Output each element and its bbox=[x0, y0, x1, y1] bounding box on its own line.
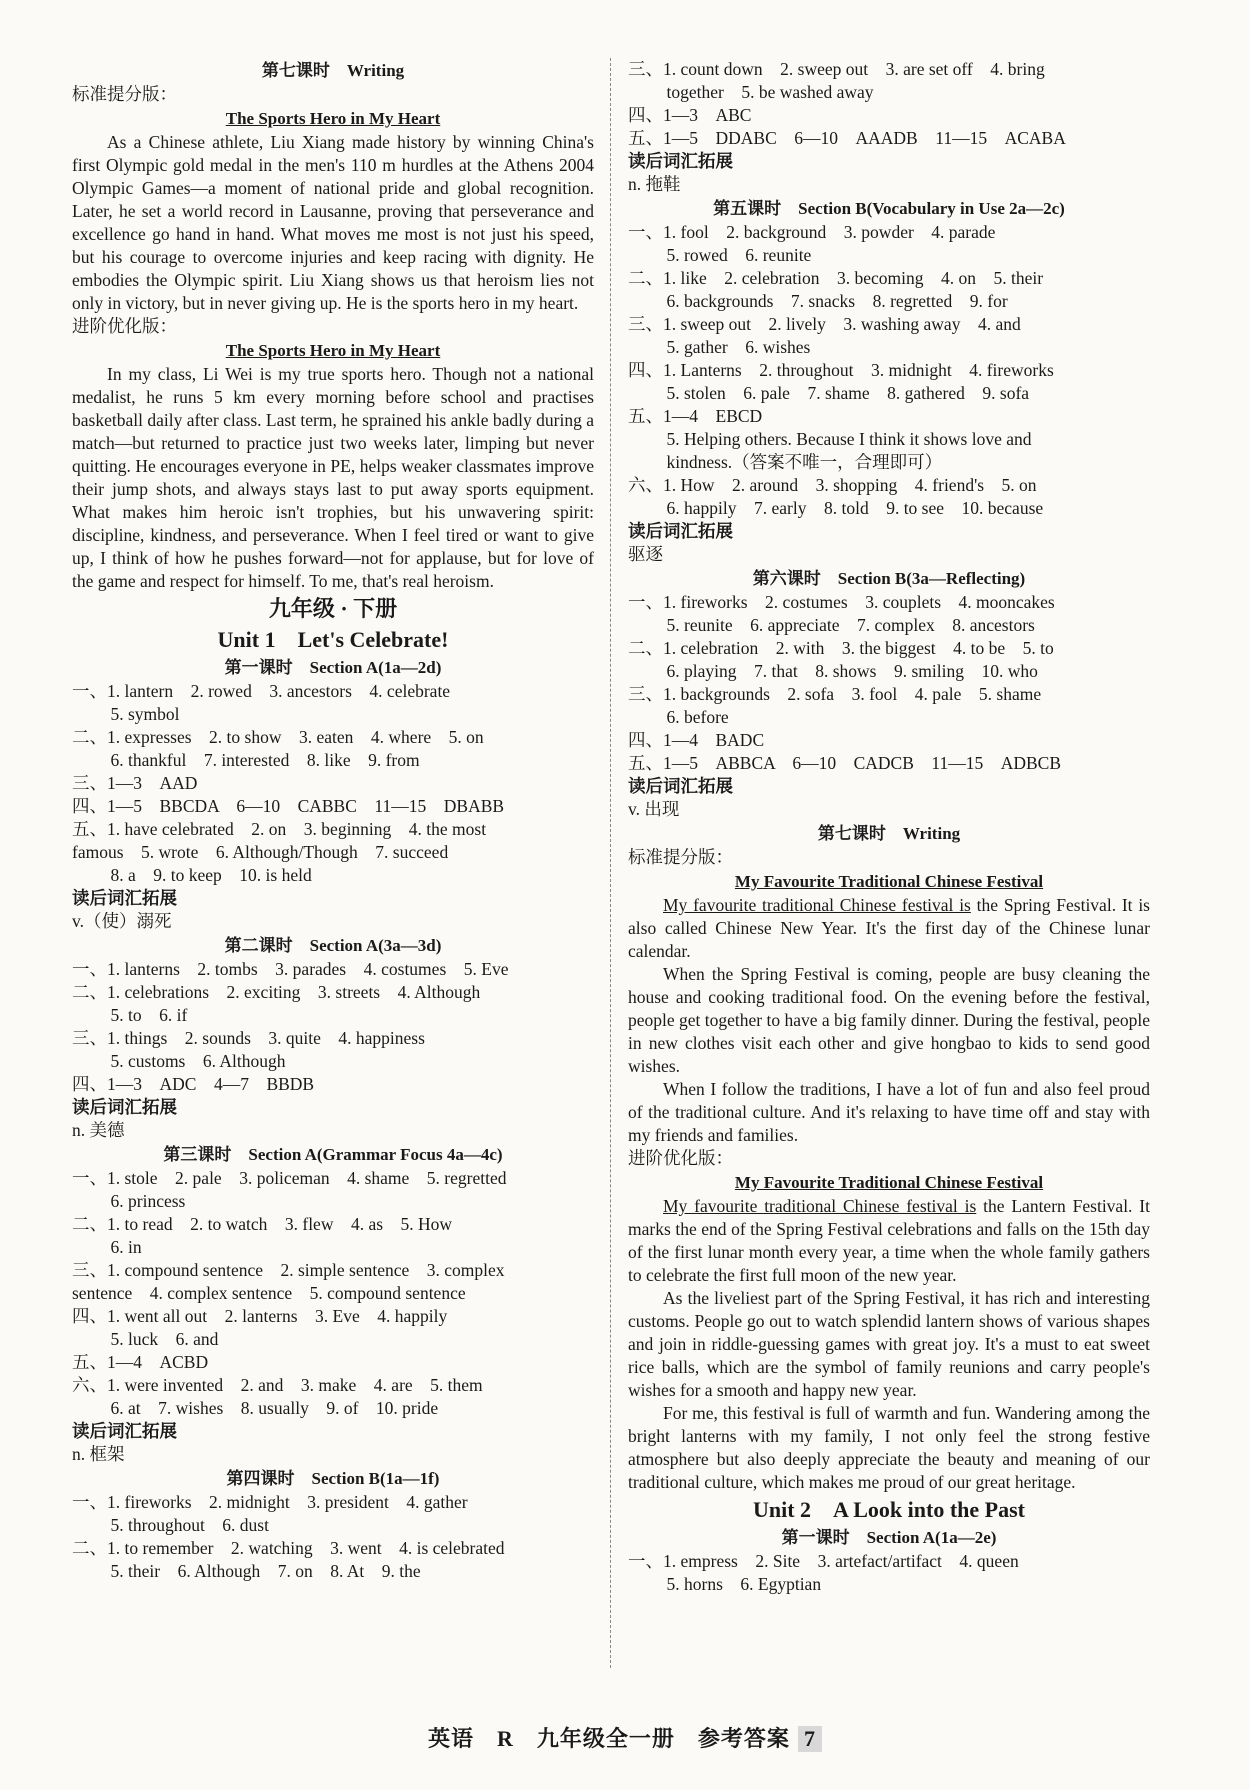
answer-line: 五、1—5 DDABC 6—10 AAADB 11—15 ACABA bbox=[628, 128, 1066, 148]
answer-line: 四、1—5 BBCDA 6—10 CABBC 11—15 DBABB bbox=[72, 796, 505, 816]
answer-line: 二、1. celebrations 2. exciting 3. streets 4. Although bbox=[72, 982, 481, 1002]
essay-paragraph: When the Spring Festival is coming, people are busy cleaning the house and cooking traditional food. On the evening before the festival, people get together to have a big family dinner. During the festival, people in new clothes visit each other and give hongbao to kids to send good wishes. bbox=[628, 964, 1150, 1076]
essay-paragraph bbox=[628, 894, 1150, 963]
answer-line: 5. Helping others. Because I think it shows love and bbox=[666, 429, 1032, 449]
answer-line: 二、1. expresses 2. to show 3. eaten 4. where 5. on bbox=[72, 727, 484, 747]
answer-line: 三、1. count down 2. sweep out 3. are set off 4. bring bbox=[628, 59, 1045, 79]
answer-line: 一、1. empress 2. Site 3. artefact/artifact 4. queen bbox=[628, 1551, 1019, 1571]
section-label: v. 出现 bbox=[628, 799, 680, 819]
answer-line: together 5. be washed away bbox=[666, 82, 874, 102]
answer-line: 三、1. sweep out 2. lively 3. washing away 4. and bbox=[628, 314, 1021, 334]
answer-line: 四、1—3 ABC bbox=[628, 105, 752, 125]
section-label: n. 框架 bbox=[72, 1444, 125, 1464]
right-column bbox=[628, 58, 1150, 1596]
section-label: n. 美德 bbox=[72, 1120, 125, 1140]
underlined-lead: My favourite traditional Chinese festival is bbox=[663, 895, 971, 915]
answer-line: 四、1. went all out 2. lanterns 3. Eve 4. happily bbox=[72, 1306, 448, 1326]
essay-paragraph: As the liveliest part of the Spring Festival, it has rich and interesting customs. People go out to watch splendid lantern shows of various shapes and join in riddle-guessing games with great joy. It's a must to eat sweet rice balls, which are the symbol of family reunions and carry people's wishes for a smooth and happy new year. bbox=[628, 1288, 1150, 1400]
answer-line: 一、1. fireworks 2. midnight 3. president 4. gather bbox=[72, 1492, 468, 1512]
answer-line: 6. playing 7. that 8. shows 9. smiling 10. who bbox=[666, 661, 1038, 681]
essay-paragraph: In my class, Li Wei is my true sports hero. Though not a national medalist, he runs 5 km every morning before school and practises basketball daily after class. Last term, he sprained his ankle badly during a match—but returned to practice just two weeks later, limping but never quitting. He encourages everyone in PE, helps weaker classmates improve their jump shots, and always stays last to put away sports equipment. What makes him heroic isn't trophies, but his unwavering spirit: discipline, kindness, and perseverance. When I feel tired or want to give up, I think of how he pushes forward—not for applause, but for love of the game and respect for himself. To me, that's real heroism. bbox=[72, 364, 594, 591]
essay-title: The Sports Hero in My Heart bbox=[225, 341, 441, 360]
answer-line: 5. their 6. Although 7. on 8. At 9. the bbox=[110, 1561, 421, 1581]
answer-line: 六、1. How 2. around 3. shopping 4. friend's 5. on bbox=[628, 475, 1037, 495]
paragraph-text: the Spring Festival. It is also called Chinese New Year. It's the first day of the Chinese lunar calendar. bbox=[628, 895, 1150, 961]
answer-line: 8. a 9. to keep 10. is held bbox=[110, 865, 312, 885]
lesson-heading: 第七课时 Writing bbox=[261, 61, 405, 80]
answer-line: 五、1—5 ABBCA 6—10 CADCB 11—15 ADBCB bbox=[628, 753, 1062, 773]
lesson-heading: 第七课时 Writing bbox=[817, 824, 961, 843]
answer-line: 三、1. compound sentence 2. simple sentence 3. complex bbox=[72, 1260, 505, 1280]
answer-line: 一、1. lanterns 2. tombs 3. parades 4. costumes 5. Eve bbox=[72, 959, 509, 979]
answer-line: 五、1—4 ACBD bbox=[72, 1352, 209, 1372]
answer-line: 6. princess bbox=[110, 1191, 186, 1211]
section-label: 标准提分版： bbox=[628, 847, 733, 867]
section-label: 读后词汇拓展 bbox=[72, 1097, 177, 1117]
answer-line: 5. reunite 6. appreciate 7. complex 8. ancestors bbox=[666, 615, 1035, 635]
answer-line: 6. thankful 7. interested 8. like 9. from bbox=[110, 750, 420, 770]
answer-line: 五、1—4 EBCD bbox=[628, 406, 763, 426]
answer-line: kindness.（答案不唯一，合理即可） bbox=[666, 452, 943, 472]
essay-title: The Sports Hero in My Heart bbox=[225, 109, 441, 128]
answer-line: 三、1. things 2. sounds 3. quite 4. happiness bbox=[72, 1028, 425, 1048]
answer-line: 6. backgrounds 7. snacks 8. regretted 9. for bbox=[666, 291, 1008, 311]
answer-line: 一、1. fool 2. background 3. powder 4. parade bbox=[628, 222, 996, 242]
answer-line: famous 5. wrote 6. Although/Though 7. succeed bbox=[72, 842, 449, 862]
section-label: 读后词汇拓展 bbox=[628, 776, 733, 796]
lesson-heading: 第一课时 Section A(1a—2e) bbox=[781, 1528, 997, 1547]
answer-line: 6. at 7. wishes 8. usually 9. of 10. pride bbox=[110, 1398, 439, 1418]
essay-paragraph bbox=[628, 1195, 1150, 1287]
answer-line: 六、1. were invented 2. and 3. make 4. are 5. them bbox=[72, 1375, 483, 1395]
paragraph-text: the Lantern Festival. It marks the end of the Spring Festival celebrations and falls on the 15th day of the first lunar month every year, a time when the whole family gathers to celebrate the first full moon of the new year. bbox=[628, 1196, 1150, 1285]
answer-line: 5. horns 6. Egyptian bbox=[666, 1574, 822, 1594]
answer-line: 五、1. have celebrated 2. on 3. beginning 4. the most bbox=[72, 819, 487, 839]
answer-line: 一、1. fireworks 2. costumes 3. couplets 4. mooncakes bbox=[628, 592, 1055, 612]
answer-line: 四、1—4 BADC bbox=[628, 730, 765, 750]
essay-title: My Favourite Traditional Chinese Festival bbox=[734, 1173, 1044, 1192]
answer-line: 5. symbol bbox=[110, 704, 180, 724]
essay-title: My Favourite Traditional Chinese Festival bbox=[734, 872, 1044, 891]
section-label: 读后词汇拓展 bbox=[72, 1421, 177, 1441]
answer-line: 5. gather 6. wishes bbox=[666, 337, 811, 357]
footer-title: 英语 R 九年级全一册 参考答案 bbox=[428, 1726, 790, 1751]
essay-paragraph: For me, this festival is full of warmth and fun. Wandering among the bright lanterns with my family, I not only feel the strong festive atmosphere but also deeply appreciate the beauty and meaning of our traditional culture, which makes me proud of our great heritage. bbox=[628, 1403, 1150, 1492]
answer-line: 一、1. stole 2. pale 3. policeman 4. shame 5. regretted bbox=[72, 1168, 507, 1188]
section-label: v.（使）溺死 bbox=[72, 911, 172, 931]
page-footer bbox=[0, 1722, 1250, 1753]
answer-line: 一、1. lantern 2. rowed 3. ancestors 4. celebrate bbox=[72, 681, 451, 701]
answer-line: sentence 4. complex sentence 5. compound sentence bbox=[72, 1283, 466, 1303]
section-label: 读后词汇拓展 bbox=[628, 521, 733, 541]
answer-line: 二、1. like 2. celebration 3. becoming 4. on 5. their bbox=[628, 268, 1044, 288]
answer-line: 三、1—3 AAD bbox=[72, 773, 198, 793]
answer-line: 三、1. backgrounds 2. sofa 3. fool 4. pale 5. shame bbox=[628, 684, 1042, 704]
answer-line: 5. stolen 6. pale 7. shame 8. gathered 9. sofa bbox=[666, 383, 1030, 403]
answer-line: 5. luck 6. and bbox=[110, 1329, 219, 1349]
section-label: 驱逐 bbox=[628, 544, 663, 564]
section-label: 读后词汇拓展 bbox=[628, 151, 733, 171]
grade-heading: 九年级 · 下册 bbox=[268, 596, 398, 621]
column-divider bbox=[610, 58, 611, 1668]
section-label: 标准提分版： bbox=[72, 84, 177, 104]
left-column bbox=[72, 58, 594, 1583]
section-label: n. 拖鞋 bbox=[628, 174, 681, 194]
answer-line: 5. customs 6. Although bbox=[110, 1051, 286, 1071]
lesson-heading: 第四课时 Section B(1a—1f) bbox=[226, 1469, 440, 1488]
answer-line: 四、1. Lanterns 2. throughout 3. midnight 4. fireworks bbox=[628, 360, 1054, 380]
answer-line: 6. happily 7. early 8. told 9. to see 10. because bbox=[666, 498, 1044, 518]
lesson-heading: 第三课时 Section A(Grammar Focus 4a—4c) bbox=[163, 1145, 503, 1164]
underlined-lead: My favourite traditional Chinese festival is bbox=[663, 1196, 977, 1216]
lesson-heading: 第二课时 Section A(3a—3d) bbox=[224, 936, 442, 955]
lesson-heading: 第六课时 Section B(3a—Reflecting) bbox=[752, 569, 1026, 588]
answer-line: 二、1. to read 2. to watch 3. flew 4. as 5. How bbox=[72, 1214, 453, 1234]
answer-line: 5. throughout 6. dust bbox=[110, 1515, 269, 1535]
answer-line: 6. in bbox=[110, 1237, 142, 1257]
lesson-heading: 第五课时 Section B(Vocabulary in Use 2a—2c) bbox=[713, 199, 1065, 218]
answer-line: 5. to 6. if bbox=[110, 1005, 188, 1025]
essay-paragraph: When I follow the traditions, I have a lot of fun and also feel proud of the traditional culture. And it's relaxing to have time off and stay with my friends and families. bbox=[628, 1079, 1150, 1145]
section-label: 读后词汇拓展 bbox=[72, 888, 177, 908]
answer-line: 6. before bbox=[666, 707, 729, 727]
section-label: 进阶优化版： bbox=[72, 316, 177, 336]
page-number: 7 bbox=[798, 1726, 822, 1752]
lesson-heading: 第一课时 Section A(1a—2d) bbox=[224, 658, 442, 677]
answer-line: 5. rowed 6. reunite bbox=[666, 245, 812, 265]
unit-heading: Unit 1 Let's Celebrate! bbox=[217, 627, 449, 652]
section-label: 进阶优化版： bbox=[628, 1148, 733, 1168]
essay-paragraph: As a Chinese athlete, Liu Xiang made history by winning China's first Olympic gold medal in the men's 110 m hurdles at the Athens 2004 Olympic Games—a moment of national pride and global recognition. Later, he set a world record in Lausanne, proving that perseverance and excellence go hand in hand. What moves me most is not just his speed, but his courage to overcome injuries and keep racing with dignity. He embodies the Olympic spirit. Liu Xiang shows us that heroism lies not only in victory, but in never giving up. He is the sports hero in my heart. bbox=[72, 132, 594, 313]
unit-heading: Unit 2 A Look into the Past bbox=[753, 1497, 1025, 1522]
answer-line: 二、1. celebration 2. with 3. the biggest 4. to be 5. to bbox=[628, 638, 1054, 658]
answer-line: 四、1—3 ADC 4—7 BBDB bbox=[72, 1074, 315, 1094]
answer-line: 二、1. to remember 2. watching 3. went 4. is celebrated bbox=[72, 1538, 505, 1558]
